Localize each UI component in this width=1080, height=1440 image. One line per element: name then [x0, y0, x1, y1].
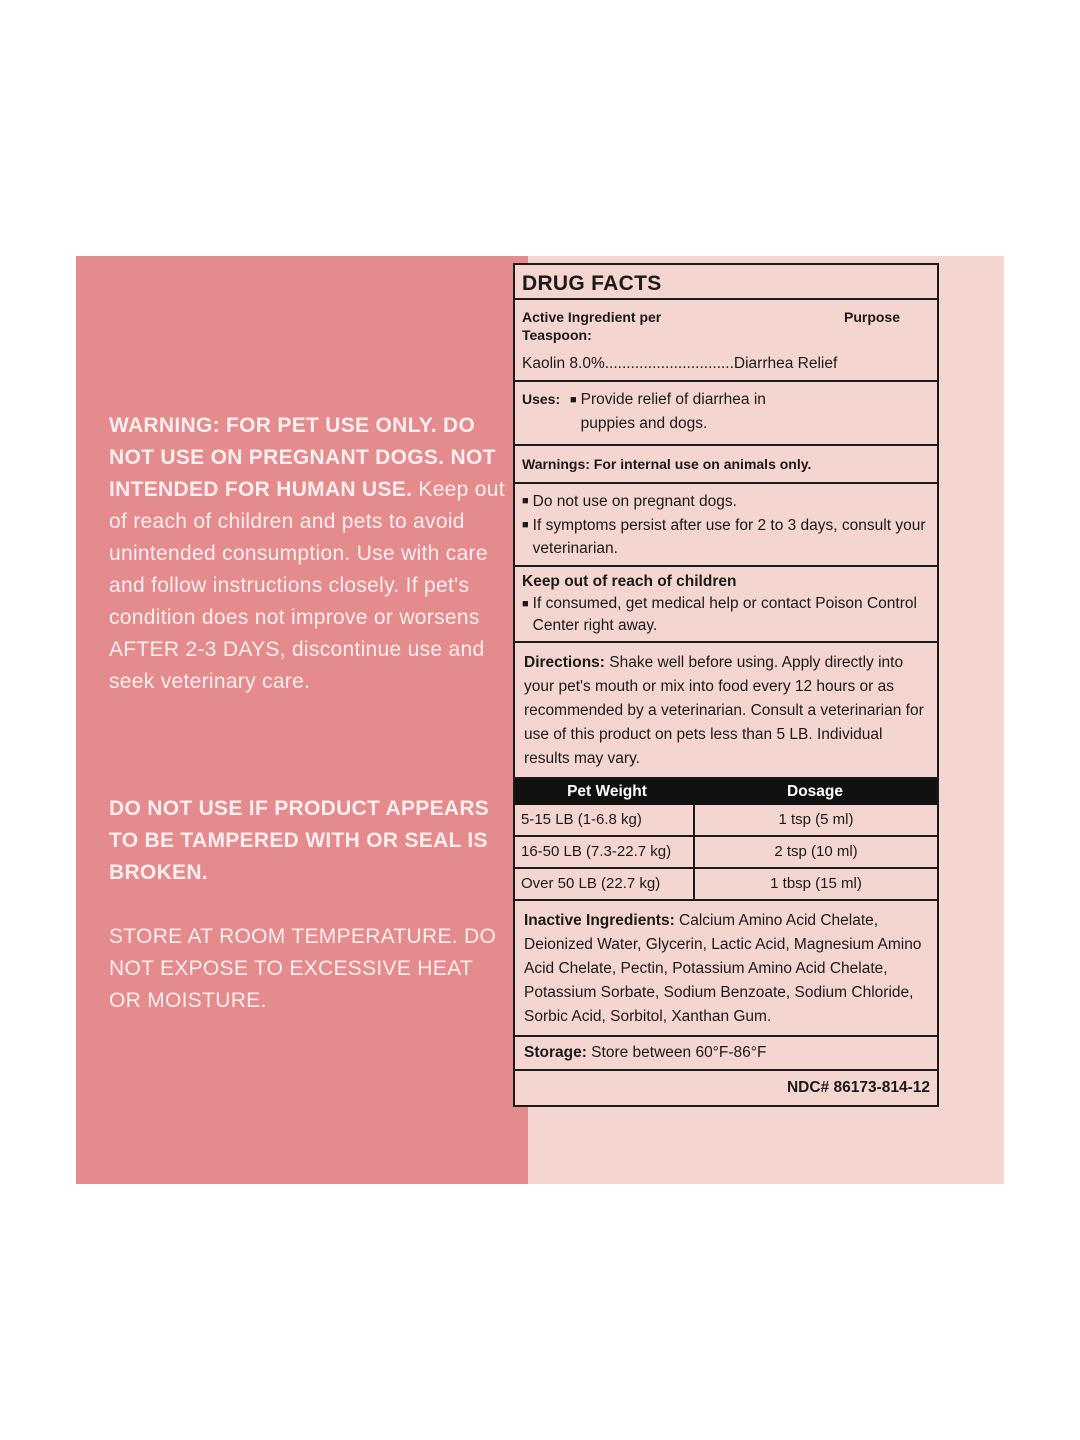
- uses-text: Provide relief of diarrhea in puppies and dogs.: [580, 391, 766, 432]
- uses-row: [515, 382, 937, 446]
- keep-out-row: [515, 567, 937, 643]
- warning-bullet-text: If symptoms persist after use for 2 to 3 days, consult your veterinarian.: [532, 516, 926, 557]
- storage-warning: STORE AT ROOM TEMPERATURE. DO NOT EXPOSE TO EXCESSIVE HEAT OR MOISTURE.: [109, 925, 497, 1012]
- active-ingredient-line: Kaolin 8.0%..............................Diarrhea Relief: [522, 355, 838, 372]
- warning-panel: [76, 256, 528, 1184]
- warning-text: [109, 410, 509, 698]
- ndc-number: NDC# 86173-814-12: [786, 1078, 930, 1096]
- dosage-cell: 2 tsp (10 ml): [774, 842, 858, 860]
- storage-row: [515, 1037, 937, 1071]
- uses-label: Uses:: [522, 391, 561, 407]
- purpose-label: Purpose: [843, 309, 900, 325]
- pet-weight-cell: Over 50 LB (22.7 kg): [515, 869, 695, 899]
- inactive-text: Calcium Amino Acid Chelate, Deionized Water, Glycerin, Lactic Acid, Magnesium Amino Acid Chelate, Pectin, Potassium Amino Acid Chelate, Potassium Sorbate, Sodium Benzoate, Sodium Chloride, Sorbic Acid, Sorbitol, Xanthan Gum.: [524, 911, 922, 1025]
- warnings-line: Warnings: For internal use on animals only.: [522, 456, 812, 472]
- directions-row: [515, 643, 937, 779]
- pet-weight-cell: 5-15 LB (1-6.8 kg): [515, 805, 695, 835]
- keep-out-label: Keep out of reach of children: [522, 572, 737, 590]
- dosage-cell: 1 tsp (5 ml): [778, 810, 854, 828]
- warnings-row: [515, 446, 937, 484]
- tamper-warning: [109, 793, 509, 889]
- keep-out-text: If consumed, get medical help or contact Poison Control Center right away.: [532, 594, 917, 634]
- drug-facts-title-row: [515, 265, 937, 300]
- warning-body: Keep out of reach of children and pets to avoid unintended consumption. Use with care and follow instructions closely. If pet's condition does not improve or worsens AFTER 2-3 DAYS, discontinue use and seek veterinary care.: [109, 478, 505, 693]
- bullet-icon: ■: [522, 597, 529, 610]
- warning-bold: WARNING: FOR PET USE ONLY. DO NOT USE ON PREGNANT DOGS. NOT INTENDED FOR HUMAN USE.: [109, 414, 496, 501]
- bullet-icon: ■: [570, 394, 577, 406]
- dosage-table-header: [515, 779, 937, 805]
- dosage-header: Dosage: [787, 782, 843, 800]
- drug-facts-title: DRUG FACTS: [522, 272, 662, 295]
- bullet-icon: ■: [522, 495, 529, 507]
- drug-facts-label: [513, 263, 939, 1107]
- warning-bullet-text: Do not use on pregnant dogs.: [532, 493, 737, 510]
- dosage-row: [515, 869, 937, 901]
- warning-bullet: [522, 514, 930, 561]
- dosage-table: [515, 779, 937, 901]
- inactive-label: Inactive Ingredients:: [524, 911, 675, 929]
- inactive-ingredients-row: [515, 901, 937, 1037]
- warnings-bullets-row: [515, 484, 937, 567]
- active-ingredient-row: [515, 300, 937, 382]
- pet-weight-header: Pet Weight: [567, 782, 647, 800]
- pet-weight-cell: 16-50 LB (7.3-22.7 kg): [515, 837, 695, 867]
- ndc-row: [515, 1071, 937, 1105]
- dosage-row: [515, 805, 937, 837]
- directions-text: Shake well before using. Apply directly into your pet's mouth or mix into food every 12 hours or as recommended by a veterinarian. Consult a veterinarian for use of this product on pets less than 5 LB. Individual results may vary.: [524, 653, 924, 767]
- active-ingredient-label: Active Ingredient per Teaspoon:: [522, 309, 662, 343]
- directions-label: Directions:: [524, 653, 605, 671]
- dosage-cell: 1 tbsp (15 ml): [770, 874, 862, 892]
- storage-text: Store between 60°F-86°F: [586, 1043, 767, 1061]
- warning-bullet: [522, 490, 930, 514]
- tamper-warning-text: DO NOT USE IF PRODUCT APPEARS TO BE TAMPERED WITH OR SEAL IS BROKEN.: [109, 797, 490, 884]
- dosage-row: [515, 837, 937, 869]
- storage-label: Storage:: [524, 1043, 587, 1061]
- bullet-icon: ■: [522, 518, 529, 531]
